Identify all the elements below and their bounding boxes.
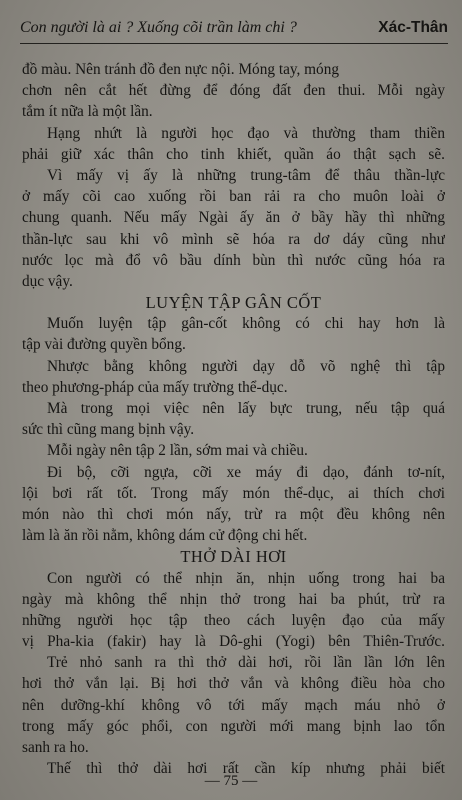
section-heading: THỞ DÀI HƠI	[180, 547, 287, 567]
text-line: tắm ít nữa là một lần.	[22, 103, 153, 121]
text-line: Muốn luyện tập gân-cốt không có chi hay hơn là	[47, 315, 445, 333]
text-line: ở mấy cõi cao xuống rồi ban rải ra cho muôn loài ở	[22, 188, 445, 206]
text-line: phải giữ xác thân cho tinh khiết, quần áo thật sạch sẽ.	[22, 145, 445, 163]
text-line: hơi thở vắn lại. Bị hơi thở vắn và không điều hòa cho	[22, 675, 445, 693]
text-line: Con người có thể nhịn ăn, nhịn uống trong hai ba	[47, 569, 445, 587]
section-heading: LUYỆN TẬP GÂN CỐT	[145, 293, 322, 313]
text-line: Nhược bằng không người dạy dỗ võ nghệ thì tập	[47, 357, 445, 375]
text-line: chung quanh. Nếu mấy Ngài ấy ăn ở bầy hầy thì những	[22, 209, 445, 227]
text-line: Mỗi ngày nên tập 2 lần, sớm mai và chiều.	[47, 442, 308, 460]
text-line: món nào thì chơi món nấy, trừ ra một đều không nên	[22, 505, 445, 523]
text-line: Trẻ nhỏ sanh ra thì thở dài hơi, rồi lần lần lớn lên	[47, 654, 445, 672]
text-line: ngày mà không thể nhịn thở trong hai ba phút, trừ ra	[22, 590, 445, 608]
text-line: theo phương-pháp của mấy trường thể-dục.	[22, 378, 288, 396]
text-line: Vì mấy vị ấy là những trung-tâm để thâu thần-lực	[47, 166, 445, 184]
text-line: dục vậy.	[22, 272, 73, 290]
running-head-chapter: Xác-Thân	[378, 19, 448, 36]
text-line: lội bơi rất tốt. Trong mấy món thể-dục, ai thích chơi	[22, 484, 445, 502]
text-line: sanh ra ho.	[22, 739, 89, 756]
running-head-title: Con người là ai ? Xuống cõi trần làm chi ?	[20, 19, 297, 36]
page-number: — 75 —	[204, 773, 258, 789]
text-line: thần-lực sau khi vô mình sẽ hóa ra dơ dáy cũng như	[22, 230, 445, 248]
text-line: tập vài đường quyền bổng.	[22, 336, 186, 354]
text-line: trong mấy góc phổi, con người mới mang bịnh lao tổn	[22, 717, 445, 735]
text-line: Đi bộ, cỡi ngựa, cỡi xe máy đi dạo, đánh tơ-nít,	[47, 463, 445, 481]
text-line: Mà trong mọi việc nên lấy bực trung, nếu tập quá	[47, 400, 445, 417]
running-head	[20, 19, 448, 44]
text-line: làm là ăn rồi nằm, không dám cử động chi hết.	[22, 527, 308, 545]
text-line: nước lọc mà đổ vô bầu dính bùn thì nước cũng hóa ra	[22, 251, 445, 269]
text-line: chơn nên cắt hết đừng để đóng đất đen thui. Mỗi ngày	[22, 82, 445, 100]
text-line: nên dưỡng-khí không vô tới mấy mạch máu nhỏ ở	[22, 696, 445, 714]
text-line: những người học tập theo cách luyện đạo của mấy	[22, 611, 445, 629]
text-line: đồ màu. Nên tránh đồ đen nực nội. Móng tay, móng	[22, 61, 340, 78]
text-line: vị Pha-kia (fakir) hay là Dô-ghi (Yogi) bên Thiên-Trước.	[22, 633, 445, 651]
text-line: Hạng nhứt là người học đạo và thường tham thiền	[47, 124, 445, 142]
text-line: Thế thì thở dài hơi rất cần kíp nhưng phải biết	[47, 760, 445, 778]
body-text	[22, 59, 445, 779]
text-line: sức thì cũng mang bịnh vậy.	[22, 421, 195, 439]
